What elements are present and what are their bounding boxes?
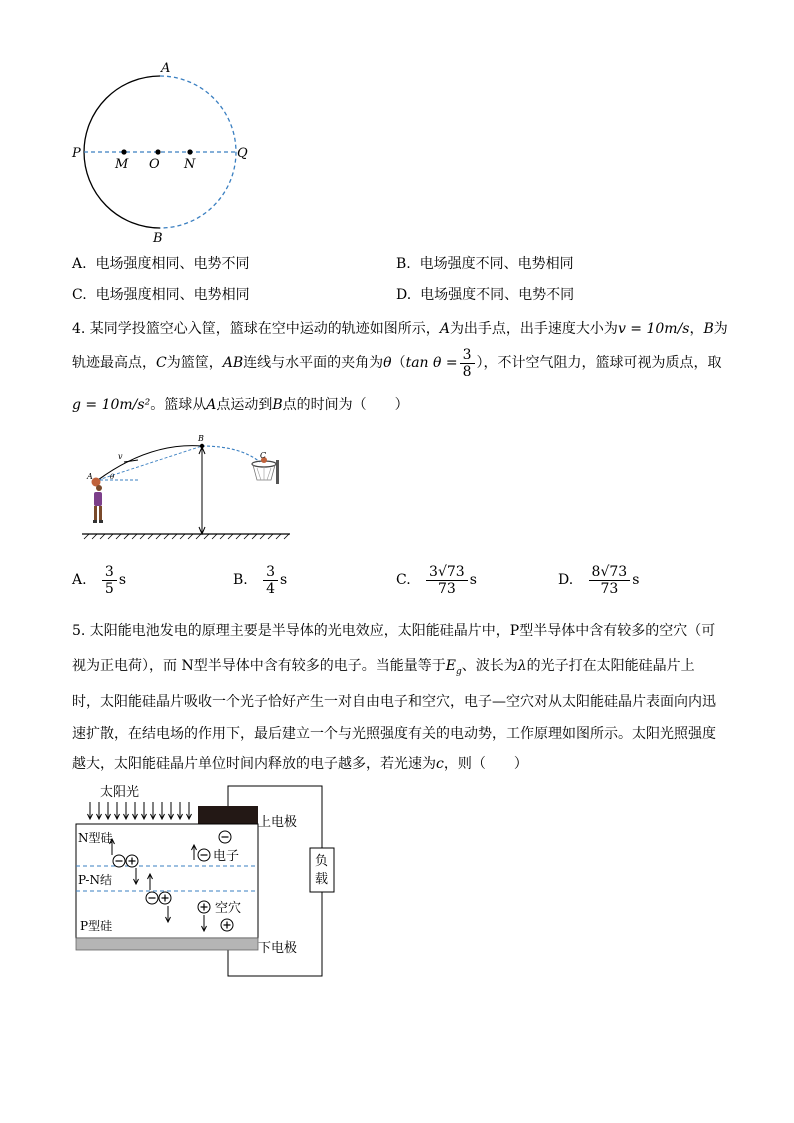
electron-icon	[198, 849, 210, 861]
q4-text: 轨迹最高点，	[72, 355, 156, 371]
q5-line-1: 5. 太阳能电池发电的原理主要是半导体的光电效应，太阳能硅晶片中，P型半导体中含有较多的空穴（可	[72, 623, 716, 639]
q4-var-a: A	[206, 397, 217, 413]
q3-option-c-text: 电场强度相同、电势相同	[95, 287, 250, 303]
trajectory-bc	[202, 446, 260, 462]
solar-cell-figure	[70, 780, 340, 985]
electron-icon	[113, 855, 125, 867]
p-silicon-label: P型硅	[80, 919, 113, 933]
q4-option-b	[233, 561, 287, 599]
load-label-2: 载	[315, 872, 329, 887]
q4-text: 点的时间为（ ）	[282, 397, 409, 413]
hole-label: 空穴	[215, 901, 242, 916]
q3-option-c	[72, 286, 250, 304]
q4-text: 4. 某同学投篮空心入筐，篮球在空中运动的轨迹如图所示，	[72, 321, 440, 337]
q4-var-b: B	[703, 321, 714, 337]
eg-subscript: g	[455, 666, 462, 677]
q5-text: ，则（ ）	[443, 756, 528, 772]
q3-option-a-text: 电场强度相同、电势不同	[95, 256, 250, 272]
electron-icon	[219, 831, 231, 843]
basketball-figure	[80, 428, 300, 543]
q5-text: 越大，太阳能硅晶片单位时间内释放的电子越多，若光速为	[72, 756, 436, 772]
fraction-denominator: 73	[437, 580, 456, 597]
hole-icon	[159, 892, 171, 904]
q4-theta: θ	[383, 355, 392, 371]
fig-label-theta: θ	[110, 473, 115, 481]
q4-var-ab: AB	[222, 355, 244, 371]
q4-text: 连线与水平面的夹角为	[243, 355, 384, 371]
basketball-hoop-icon	[252, 457, 279, 484]
q5-line-3: 时，太阳能硅晶片吸收一个光子恰好产生一对自由电子和空穴，电子—空穴对从太阳能硅晶片表面向内迅	[72, 694, 716, 710]
q3-option-b-key: B.	[396, 256, 411, 272]
option-unit: s	[118, 572, 127, 588]
hole-icon	[126, 855, 138, 867]
q5-lambda: λ	[517, 658, 527, 674]
label-p: P	[72, 146, 81, 161]
q4-tan-fraction	[460, 347, 475, 380]
hole-icon	[221, 919, 233, 931]
electron-icon	[146, 892, 158, 904]
q4-text: 为篮筐，	[166, 355, 223, 371]
bottom-electrode	[76, 938, 258, 950]
q3-option-a	[72, 255, 249, 273]
q4-text: （	[391, 355, 406, 371]
q4-speed: v = 10m/s	[617, 321, 690, 337]
q3-option-a-key: A.	[72, 256, 87, 272]
option-unit: s	[469, 572, 477, 588]
q5-line-5	[72, 753, 528, 773]
sunlight-label: 太阳光	[100, 785, 140, 800]
fraction-denominator: 73	[600, 580, 619, 597]
fraction-numerator: 3√73	[426, 564, 468, 581]
q3-option-d-key: D.	[396, 287, 412, 303]
q4-text: ），不计空气阻力，篮球可视为质点，取	[476, 355, 722, 371]
n-silicon-label: N型硅	[78, 831, 113, 845]
bottom-electrode-label: 下电极	[258, 941, 298, 956]
top-electrode-label: 上电极	[258, 815, 298, 830]
ground-hatching	[84, 534, 289, 539]
point-n	[187, 149, 192, 154]
option-fraction	[102, 564, 117, 597]
q4-line-3	[72, 394, 409, 414]
q4-text: 为出手点，出手速度大小为	[449, 321, 618, 337]
option-fraction	[589, 564, 631, 597]
q4-line-1	[72, 318, 728, 338]
q4-option-c	[396, 561, 477, 599]
q4-gravity: g = 10m/s²	[72, 397, 151, 413]
q3-option-d	[396, 286, 574, 304]
fig-label-b: B	[198, 434, 204, 443]
q3-option-b	[396, 255, 574, 273]
top-electrode	[198, 806, 258, 824]
option-key: C.	[396, 572, 411, 588]
q4-text: ，	[689, 321, 704, 337]
fig-label-c: C	[260, 451, 267, 460]
fraction-numerator: 3	[460, 347, 475, 364]
q5-text: 的光子打在太阳能硅晶片上	[526, 658, 695, 674]
q5-line-2	[72, 655, 695, 677]
option-unit: s	[632, 572, 640, 588]
fraction-denominator: 5	[104, 580, 114, 597]
q4-option-d	[558, 561, 639, 599]
option-key: A.	[72, 572, 87, 588]
point-m	[121, 149, 126, 154]
sunlight-arrows	[88, 802, 192, 819]
fraction-numerator: 3	[102, 564, 117, 581]
load-label-1: 负	[315, 854, 329, 869]
option-unit: s	[280, 572, 288, 588]
player-icon	[92, 478, 104, 524]
q4-var-b: B	[272, 397, 283, 413]
q5-text: 视为正电荷），而 N型半导体中含有较多的电子。当能量等于	[72, 658, 446, 674]
label-q: Q	[237, 146, 248, 161]
field-circle-figure	[60, 60, 260, 250]
q4-var-a: A	[439, 321, 450, 337]
q4-text: 。篮球从	[150, 397, 207, 413]
fig-label-v: v	[118, 452, 123, 461]
q5-text: 、波长为	[461, 658, 518, 674]
point-b-dot	[200, 444, 204, 448]
electron-label: 电子	[213, 849, 240, 864]
label-o: O	[149, 157, 160, 172]
q3-option-c-key: C.	[72, 287, 87, 303]
q4-text: 为	[713, 321, 728, 337]
q3-option-b-text: 电场强度不同、电势相同	[419, 256, 574, 272]
fig-label-a: A	[87, 472, 93, 481]
label-b: B	[153, 231, 163, 246]
option-key: B.	[233, 572, 248, 588]
q5-light-speed: c	[436, 756, 444, 772]
q5-line-4: 速扩散，在结电场的作用下，最后建立一个与光照强度有关的电动势，工作原理如图所示。太阳光照强度	[72, 726, 716, 742]
q4-line-2	[72, 343, 722, 383]
q4-option-a	[72, 561, 126, 599]
q4-tan: tan θ =	[405, 355, 458, 371]
pn-junction-label: P-N结	[78, 873, 112, 887]
q4-text: 点运动到	[216, 397, 273, 413]
q4-var-c: C	[156, 355, 167, 371]
option-fraction	[263, 564, 278, 597]
fraction-denominator: 8	[462, 363, 472, 380]
option-fraction	[426, 564, 468, 597]
q3-option-d-text: 电场强度不同、电势不同	[420, 287, 575, 303]
fraction-numerator: 8√73	[589, 564, 631, 581]
fraction-numerator: 3	[263, 564, 278, 581]
eg-symbol: E	[445, 658, 456, 674]
point-o	[155, 149, 160, 154]
q5-eg	[445, 658, 462, 677]
label-m: M	[115, 157, 129, 172]
hole-icon	[198, 901, 210, 913]
label-n: N	[184, 157, 196, 172]
fraction-denominator: 4	[266, 580, 276, 597]
option-key: D.	[558, 572, 574, 588]
label-a: A	[161, 61, 171, 76]
